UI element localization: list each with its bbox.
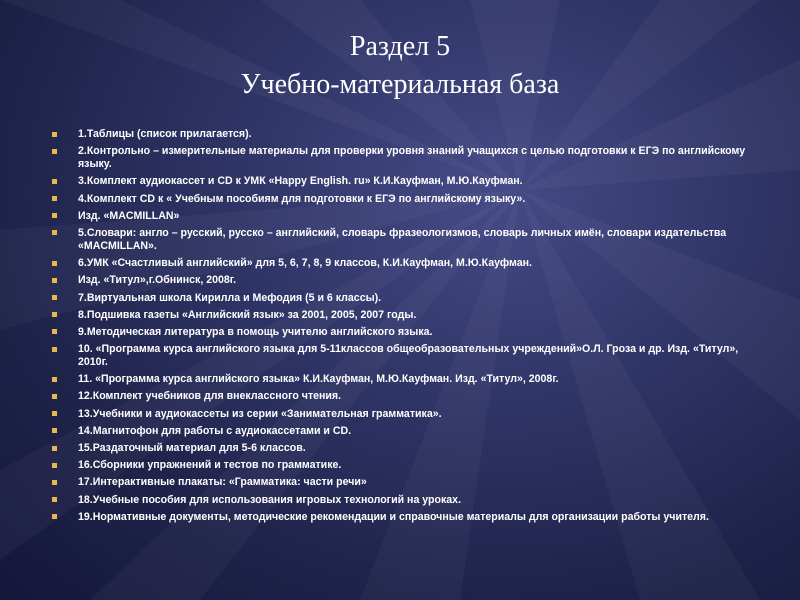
list-item-text: 17.Интерактивные плакаты: «Грамматика: части речи» — [78, 476, 367, 489]
list-item — [48, 373, 748, 386]
square-bullet-icon — [52, 278, 57, 283]
list-item — [48, 145, 748, 171]
square-bullet-icon — [52, 196, 57, 201]
list-item — [48, 274, 748, 287]
square-bullet-icon — [52, 295, 57, 300]
square-bullet-icon — [52, 446, 57, 451]
list-item — [48, 511, 748, 524]
square-bullet-icon — [52, 480, 57, 485]
list-item — [48, 227, 748, 253]
list-item-text: 1.Таблицы (список прилагается). — [78, 128, 252, 140]
list-item-text: 16.Сборники упражнений и тестов по грамматике. — [78, 459, 342, 472]
list-item — [48, 128, 748, 141]
list-item-text: 4.Комплект CD к « Учебным пособиям для подготовки к ЕГЭ по английскому языку». — [78, 192, 526, 205]
title-section-name: Учебно-материальная база — [240, 69, 560, 100]
square-bullet-icon — [52, 514, 57, 519]
square-bullet-icon — [52, 213, 57, 218]
list-item — [48, 494, 748, 507]
title-section-number: Раздел 5 — [349, 31, 451, 62]
list-item — [48, 292, 748, 305]
list-item-text: 5.Словари: англо – русский, русско – английский, словарь фразеологизмов, словарь личных имён, словари издательства «MACMILLAN». — [78, 226, 727, 252]
list-item-text: 18.Учебные пособия для использования игровых технологий на уроках. — [78, 493, 462, 506]
slide-title — [0, 28, 800, 104]
list-item-text: 6.УМК «Счастливый английский» для 5, 6, 7, 8, 9 классов, К.И.Кауфман, М.Ю.Кауфман. — [78, 257, 532, 270]
list-item-text: 3.Комплект аудиокассет и CD к УМК «Happy English. ru» К.И.Кауфман, М.Ю.Кауфман. — [78, 175, 523, 188]
list-item — [48, 459, 748, 472]
square-bullet-icon — [52, 347, 57, 352]
square-bullet-icon — [52, 179, 57, 184]
resource-list — [48, 128, 748, 528]
square-bullet-icon — [52, 411, 57, 416]
square-bullet-icon — [52, 149, 57, 154]
square-bullet-icon — [52, 394, 57, 399]
list-item-text: 2.Контрольно – измерительные материалы для проверки уровня знаний учащихся с целью подготовки к ЕГЭ по английскому языку. — [78, 145, 746, 171]
square-bullet-icon — [52, 261, 57, 266]
square-bullet-icon — [52, 329, 57, 334]
list-item — [48, 309, 748, 322]
square-bullet-icon — [52, 497, 57, 502]
list-item-text: Изд. «MACMILLAN» — [78, 209, 180, 222]
list-item-text: 19.Нормативные документы, методические рекомендации и справочные материалы для организации работы учителя. — [78, 510, 709, 523]
list-item-text: 15.Раздаточный материал для 5-6 классов. — [78, 442, 306, 454]
square-bullet-icon — [52, 230, 57, 235]
square-bullet-icon — [52, 132, 57, 137]
square-bullet-icon — [52, 312, 57, 317]
list-item-text: Изд. «Титул»,г.Обнинск, 2008г. — [78, 274, 237, 287]
list-item-text: 9.Методическая литература в помощь учителю английского языка. — [78, 325, 433, 338]
list-item — [48, 476, 748, 489]
list-item-text: 8.Подшивка газеты «Английский язык» за 2001, 2005, 2007 годы. — [78, 308, 417, 321]
list-item-text: 11. «Программа курса английского языка» К.И.Кауфман, М.Ю.Кауфман. Изд. «Титул», 2008г. — [78, 373, 559, 386]
list-item-text: 14.Магнитофон для работы с аудиокассетами и CD. — [78, 424, 352, 437]
list-item-text: 13.Учебники и аудиокассеты из серии «Занимательная грамматика». — [78, 407, 442, 420]
list-item — [48, 390, 748, 403]
list-item — [48, 210, 748, 223]
list-item-text: 10. «Программа курса английского языка для 5-11классов общеобразовательных учреждений»О.Л. Гроза и др. Изд. «Титул», 2010г. — [78, 343, 739, 369]
list-item — [48, 343, 748, 369]
list-item — [48, 326, 748, 339]
square-bullet-icon — [52, 377, 57, 382]
square-bullet-icon — [52, 463, 57, 468]
list-item — [48, 442, 748, 455]
list-item-text: 12.Комплект учебников для внеклассного чтения. — [78, 390, 342, 403]
list-item — [48, 257, 748, 270]
square-bullet-icon — [52, 428, 57, 433]
list-item — [48, 193, 748, 206]
list-item — [48, 175, 748, 188]
list-item-text: 7.Виртуальная школа Кирилла и Мефодия (5 и 6 классы). — [78, 291, 382, 304]
list-item — [48, 408, 748, 421]
list-item — [48, 425, 748, 438]
